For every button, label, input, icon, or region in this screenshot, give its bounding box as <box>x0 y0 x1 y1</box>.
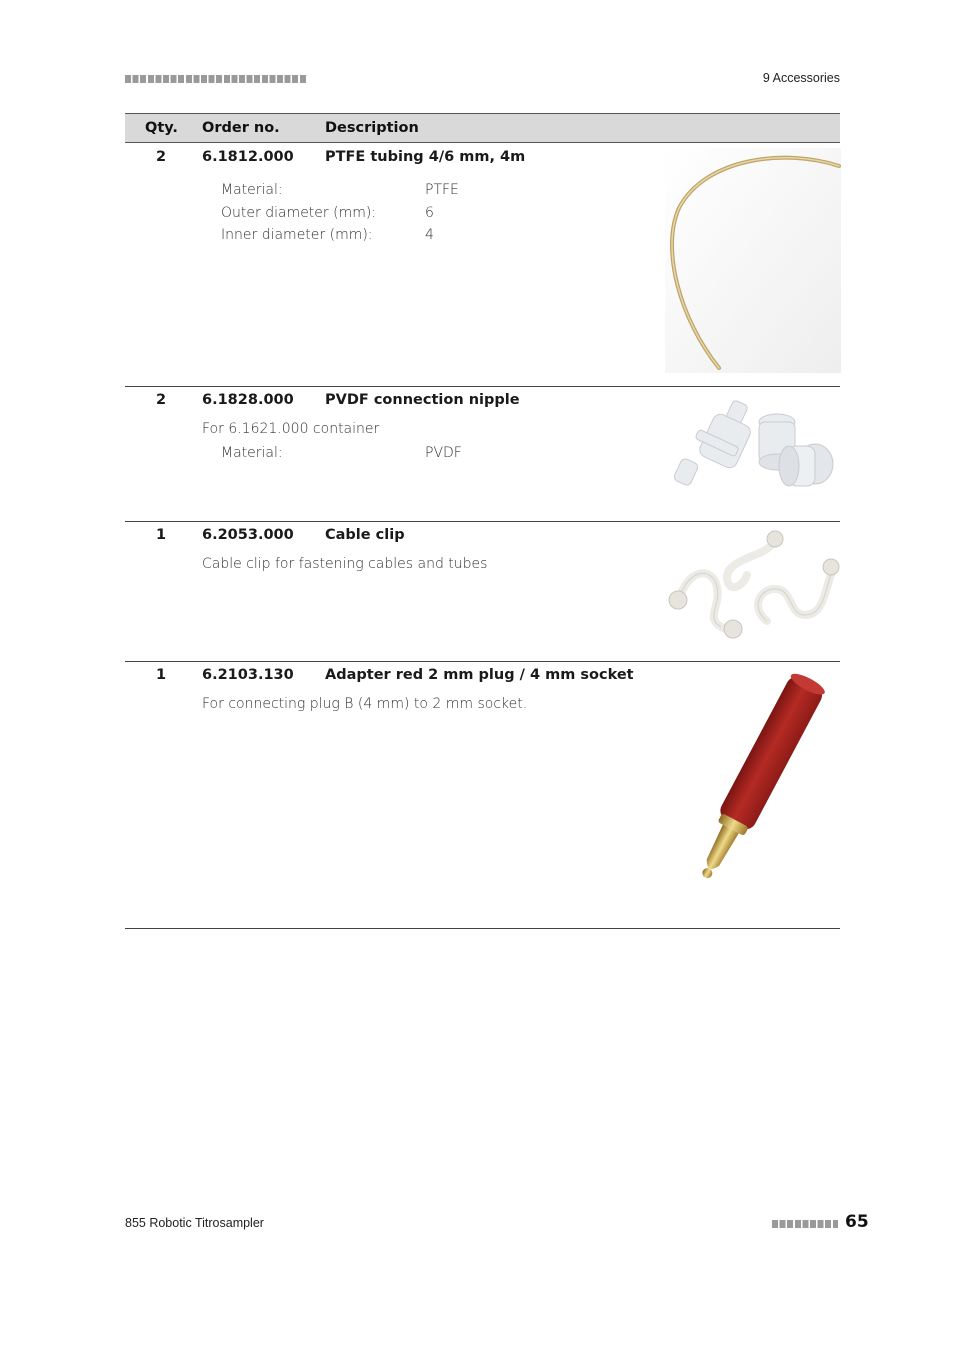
spec-value: PVDF <box>425 445 462 461</box>
column-header-order-no: Order no. <box>202 120 280 136</box>
row-note: For connecting plug B (4 mm) to 2 mm socket. <box>202 696 528 712</box>
row-order-no: 6.2103.130 <box>202 667 294 683</box>
spec-value: PTFE <box>425 182 459 198</box>
adapter-plug-image <box>672 672 832 902</box>
cable-clip-image <box>665 527 841 642</box>
ptfe-tubing-image <box>665 148 841 373</box>
row-order-no: 6.1828.000 <box>202 392 294 408</box>
connection-nipple-image <box>665 398 841 508</box>
spec-value: 4 <box>425 227 434 243</box>
row-divider <box>125 661 840 662</box>
footer-product-name: 855 Robotic Titrosampler <box>125 1216 264 1230</box>
header-decoration-bar <box>125 75 307 83</box>
row-title: Adapter red 2 mm plug / 4 mm socket <box>325 667 634 683</box>
row-order-no: 6.2053.000 <box>202 527 294 543</box>
row-divider <box>125 521 840 522</box>
spec-label: Outer diameter (mm): <box>221 205 377 221</box>
spec-label: Inner diameter (mm): <box>221 227 373 243</box>
footer-decoration-bar <box>772 1220 838 1228</box>
row-note: For 6.1621.000 container <box>202 421 380 437</box>
table-bottom-rule <box>125 928 840 929</box>
row-title: PVDF connection nipple <box>325 392 520 408</box>
page-number: 65 <box>845 1212 869 1232</box>
spec-label: Material: <box>221 445 283 461</box>
row-title: PTFE tubing 4/6 mm, 4m <box>325 149 526 165</box>
spec-value: 6 <box>425 205 434 221</box>
row-divider <box>125 386 840 387</box>
table-header <box>125 113 840 143</box>
row-qty: 2 <box>155 392 167 408</box>
row-note: Cable clip for fastening cables and tubes <box>202 556 488 572</box>
row-qty: 1 <box>155 527 167 543</box>
row-title: Cable clip <box>325 527 405 543</box>
spec-label: Material: <box>221 182 283 198</box>
column-header-description: Description <box>325 120 419 136</box>
row-order-no: 6.1812.000 <box>202 149 294 165</box>
row-qty: 2 <box>155 149 167 165</box>
column-header-qty: Qty. <box>145 120 178 136</box>
row-qty: 1 <box>155 667 167 683</box>
chapter-title: 9 Accessories <box>762 71 840 85</box>
